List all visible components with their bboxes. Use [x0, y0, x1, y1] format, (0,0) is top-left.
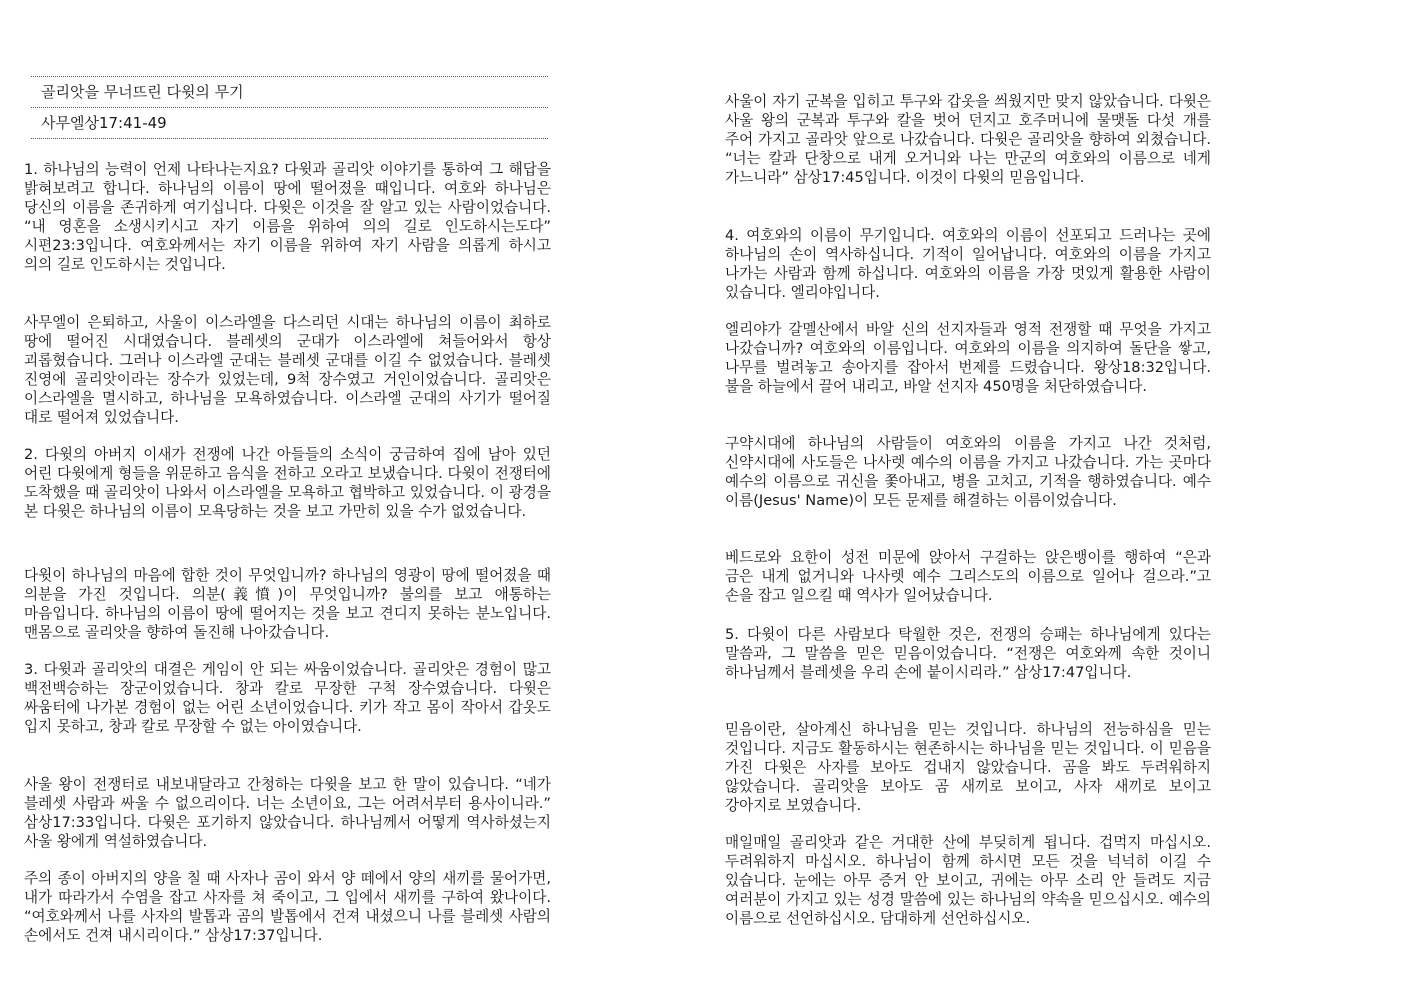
right-paragraph-7: 믿음이란, 살아계신 하나님을 믿는 것입니다. 하나님의 전능하심을 믿는 것입니다. 지금도 활동하시는 현존하시는 하나님을 믿는 것입니다. 이 믿음을 가진 다윗은 사자를 보아도 겁내지 않았습니다. 곰을 봐도 두려워하지 않았습니다. 골리앗을 보아도 곰 새끼로 보이고, 사자 새끼로 보이고 강아지로 보였습니다. [725, 721, 1211, 814]
sermon-title: 골리앗을 무너뜨린 다윗의 무기 [41, 83, 244, 101]
right-paragraph-3: 엘리야가 갈멜산에서 바알 신의 선지자들과 영적 전쟁할 때 무엇을 가지고 나갔습니까? 여호와의 이름입니다. 여호와의 이름을 의지하여 돌단을 쌓고, 나무를 벌려놓고 송아지를 잡아서 번제를 드렸습니다. 왕상18:32입니다. 불을 하늘에서 끌어 내리고, 바알 선지자 450명을 처단하였습니다. [725, 321, 1211, 395]
right-paragraph-5: 베드로와 요한이 성전 미문에 앉아서 구걸하는 앉은뱅이를 행하여 “은과 금은 내게 없거니와 나사렛 예수 그리스도의 이름으로 일어나 걸으라.”고 손을 잡고 일으킬 때 역사가 일어났습니다. [725, 549, 1211, 604]
right-paragraph-1: 사울이 자기 군복을 입히고 투구와 갑옷을 씌웠지만 맞지 않았습니다. 다윗은 사울 왕의 군복과 투구와 칼을 벗어 던지고 호주머니에 물맷돌 다섯 개를 주어 가지고 골라앗 앞으로 나갔습니다. 다윗은 골리앗을 향하여 외쳤습니다. “너는 칼과 단창으로 내게 오거니와 나는 만군의 여호와의 이름으로 네게 가느니라” 삼상17:45입니다. 이것이 다윗의 믿음입니다. [725, 93, 1211, 186]
left-paragraph-7: 주의 종이 아버지의 양을 칠 때 사자나 곰이 와서 양 떼에서 양의 새끼를 물어가면, 내가 따라가서 수염을 잡고 사자를 쳐 죽이고, 그 입에서 새끼를 구하여 왔나이다. “여호와께서 나를 사자의 발톱과 곰의 발톱에서 건져 내셨으니 나를 블레셋 사람의 손에서도 건져 내시리이다.” 삼상17:37입니다. [24, 870, 551, 944]
header-bottom-divider [31, 138, 548, 139]
scripture-reference: 사무엘상17:41-49 [41, 114, 167, 132]
right-paragraph-4: 구약시대에 하나님의 사람들이 여호와의 이름을 가지고 나간 것처럼, 신약시대에 사도들은 나사렛 예수의 이름을 가지고 나갔습니다. 가는 곳마다 예수의 이름으로 귀신을 쫓아내고, 병을 고치고, 기적을 행하였습니다. 예수 이름(Jesus' Name)이 모든 문제를 해결하는 이름이었습니다. [725, 435, 1211, 509]
left-paragraph-4: 다윗이 하나님의 마음에 합한 것이 무엇입니까? 하나님의 영광이 땅에 떨어졌을 때 의분을 가진 것입니다. 의분(義憤)이 무엇입니까? 불의를 보고 애통하는 마음입니다. 하나님의 이름이 땅에 떨어지는 것을 보고 견디지 못하는 분노입니다. 맨몸으로 골리앗을 향하여 돌진해 나아갔습니다. [24, 567, 551, 641]
left-paragraph-6: 사울 왕이 전쟁터로 내보내달라고 간청하는 다윗을 보고 한 말이 있습니다. “네가 블레셋 사람과 싸울 수 없으리이다. 너는 소년이요, 그는 어려서부터 용사이니라.” 삼상17:33입니다. 다윗은 포기하지 않았습니다. 하나님께서 어떻게 역사하셨는지 사울 왕에게 역설하였습니다. [24, 776, 551, 850]
sermon-header [31, 76, 548, 139]
left-paragraph-2: 사무엘이 은퇴하고, 사울이 이스라엘을 다스리던 시대는 하나님의 이름이 최하로 땅에 떨어진 시대였습니다. 블레셋의 군대가 이스라엘에 쳐들어와서 항상 괴롭혔습니다. 그러나 이스라엘 군대는 블레셋 군대를 이길 수 없었습니다. 블레셋 진영에 골리앗이라는 장수가 있었는데, 9척 장수였고 거인이었습니다. 골리앗은 이스라엘을 멸시하고, 하나님을 모욕하였습니다. 이스라엘 군대의 사기가 떨어질 대로 떨어져 있었습니다. [24, 314, 551, 426]
right-paragraph-2: 4. 여호와의 이름이 무기입니다. 여호와의 이름이 선포되고 드러나는 곳에 하나님의 손이 역사하십니다. 기적이 일어납니다. 여호와의 이름을 가지고 나가는 사람과 함께 하십니다. 여호와의 이름을 가장 멋있게 활용한 사람이 있습니다. 엘리야입니다. [725, 227, 1211, 301]
left-paragraph-1: 1. 하나님의 능력이 언제 나타나는지요? 다윗과 골리앗 이야기를 통하여 그 해답을 밝혀보려고 합니다. 하나님의 이름이 땅에 떨어졌을 때입니다. 여호와 하나님은 당신의 이름을 존귀하게 여기십니다. 다윗은 이것을 잘 알고 있는 사람이었습니다. “내 영혼을 소생시키시고 자기 이름을 위하여 의의 길로 인도하시는도다” 시편23:3입니다. 여호와께서는 자기 이름을 위하여 자기 사람을 의롭게 하시고 의의 길로 인도하시는 것입니다. [24, 161, 551, 273]
right-paragraph-8: 매일매일 골리앗과 같은 거대한 산에 부딪히게 됩니다. 겁먹지 마십시오. 두려워하지 마십시오. 하나님이 함께 하시면 모든 것을 넉넉히 이길 수 있습니다. 눈에는 아무 증거 안 보이고, 귀에는 아무 소리 안 들려도 지금 여러분이 가지고 있는 성경 말씀에 있는 하나님의 약속을 믿으십시오. 예수의 이름으로 선언하십시오. 담대하게 선언하십시오. [725, 834, 1211, 927]
left-paragraph-3: 2. 다윗의 아버지 이새가 전쟁에 나간 아들들의 소식이 궁금하여 집에 남아 있던 어린 다윗에게 형들을 위문하고 음식을 전하고 오라고 보냈습니다. 다윗이 전쟁터에 도착했을 때 골리앗이 나와서 이스라엘을 모욕하고 협박하고 있었습니다. 이 광경을 본 다윗은 하나님의 이름이 모욕당하는 것을 보고 가만히 있을 수가 없었습니다. [24, 446, 551, 520]
left-paragraph-5: 3. 다윗과 골리앗의 대결은 게임이 안 되는 싸움이었습니다. 골리앗은 경험이 많고 백전백승하는 장군이었습니다. 창과 칼로 무장한 구척 장수였습니다. 다윗은 싸움터에 나가본 경험이 없는 어린 소년이었습니다. 키가 작고 몸이 작아서 갑옷도 입지 못하고, 창과 칼로 무장할 수 없는 아이였습니다. [24, 661, 551, 735]
right-paragraph-6: 5. 다윗이 다른 사람보다 탁월한 것은, 전쟁의 승패는 하나님에게 있다는 말씀과, 그 말씀을 믿은 믿음이었습니다. “전쟁은 여호와께 속한 것이니 하나님께서 블레셋을 우리 손에 붙이시리라.” 삼상17:47입니다. [725, 626, 1211, 681]
